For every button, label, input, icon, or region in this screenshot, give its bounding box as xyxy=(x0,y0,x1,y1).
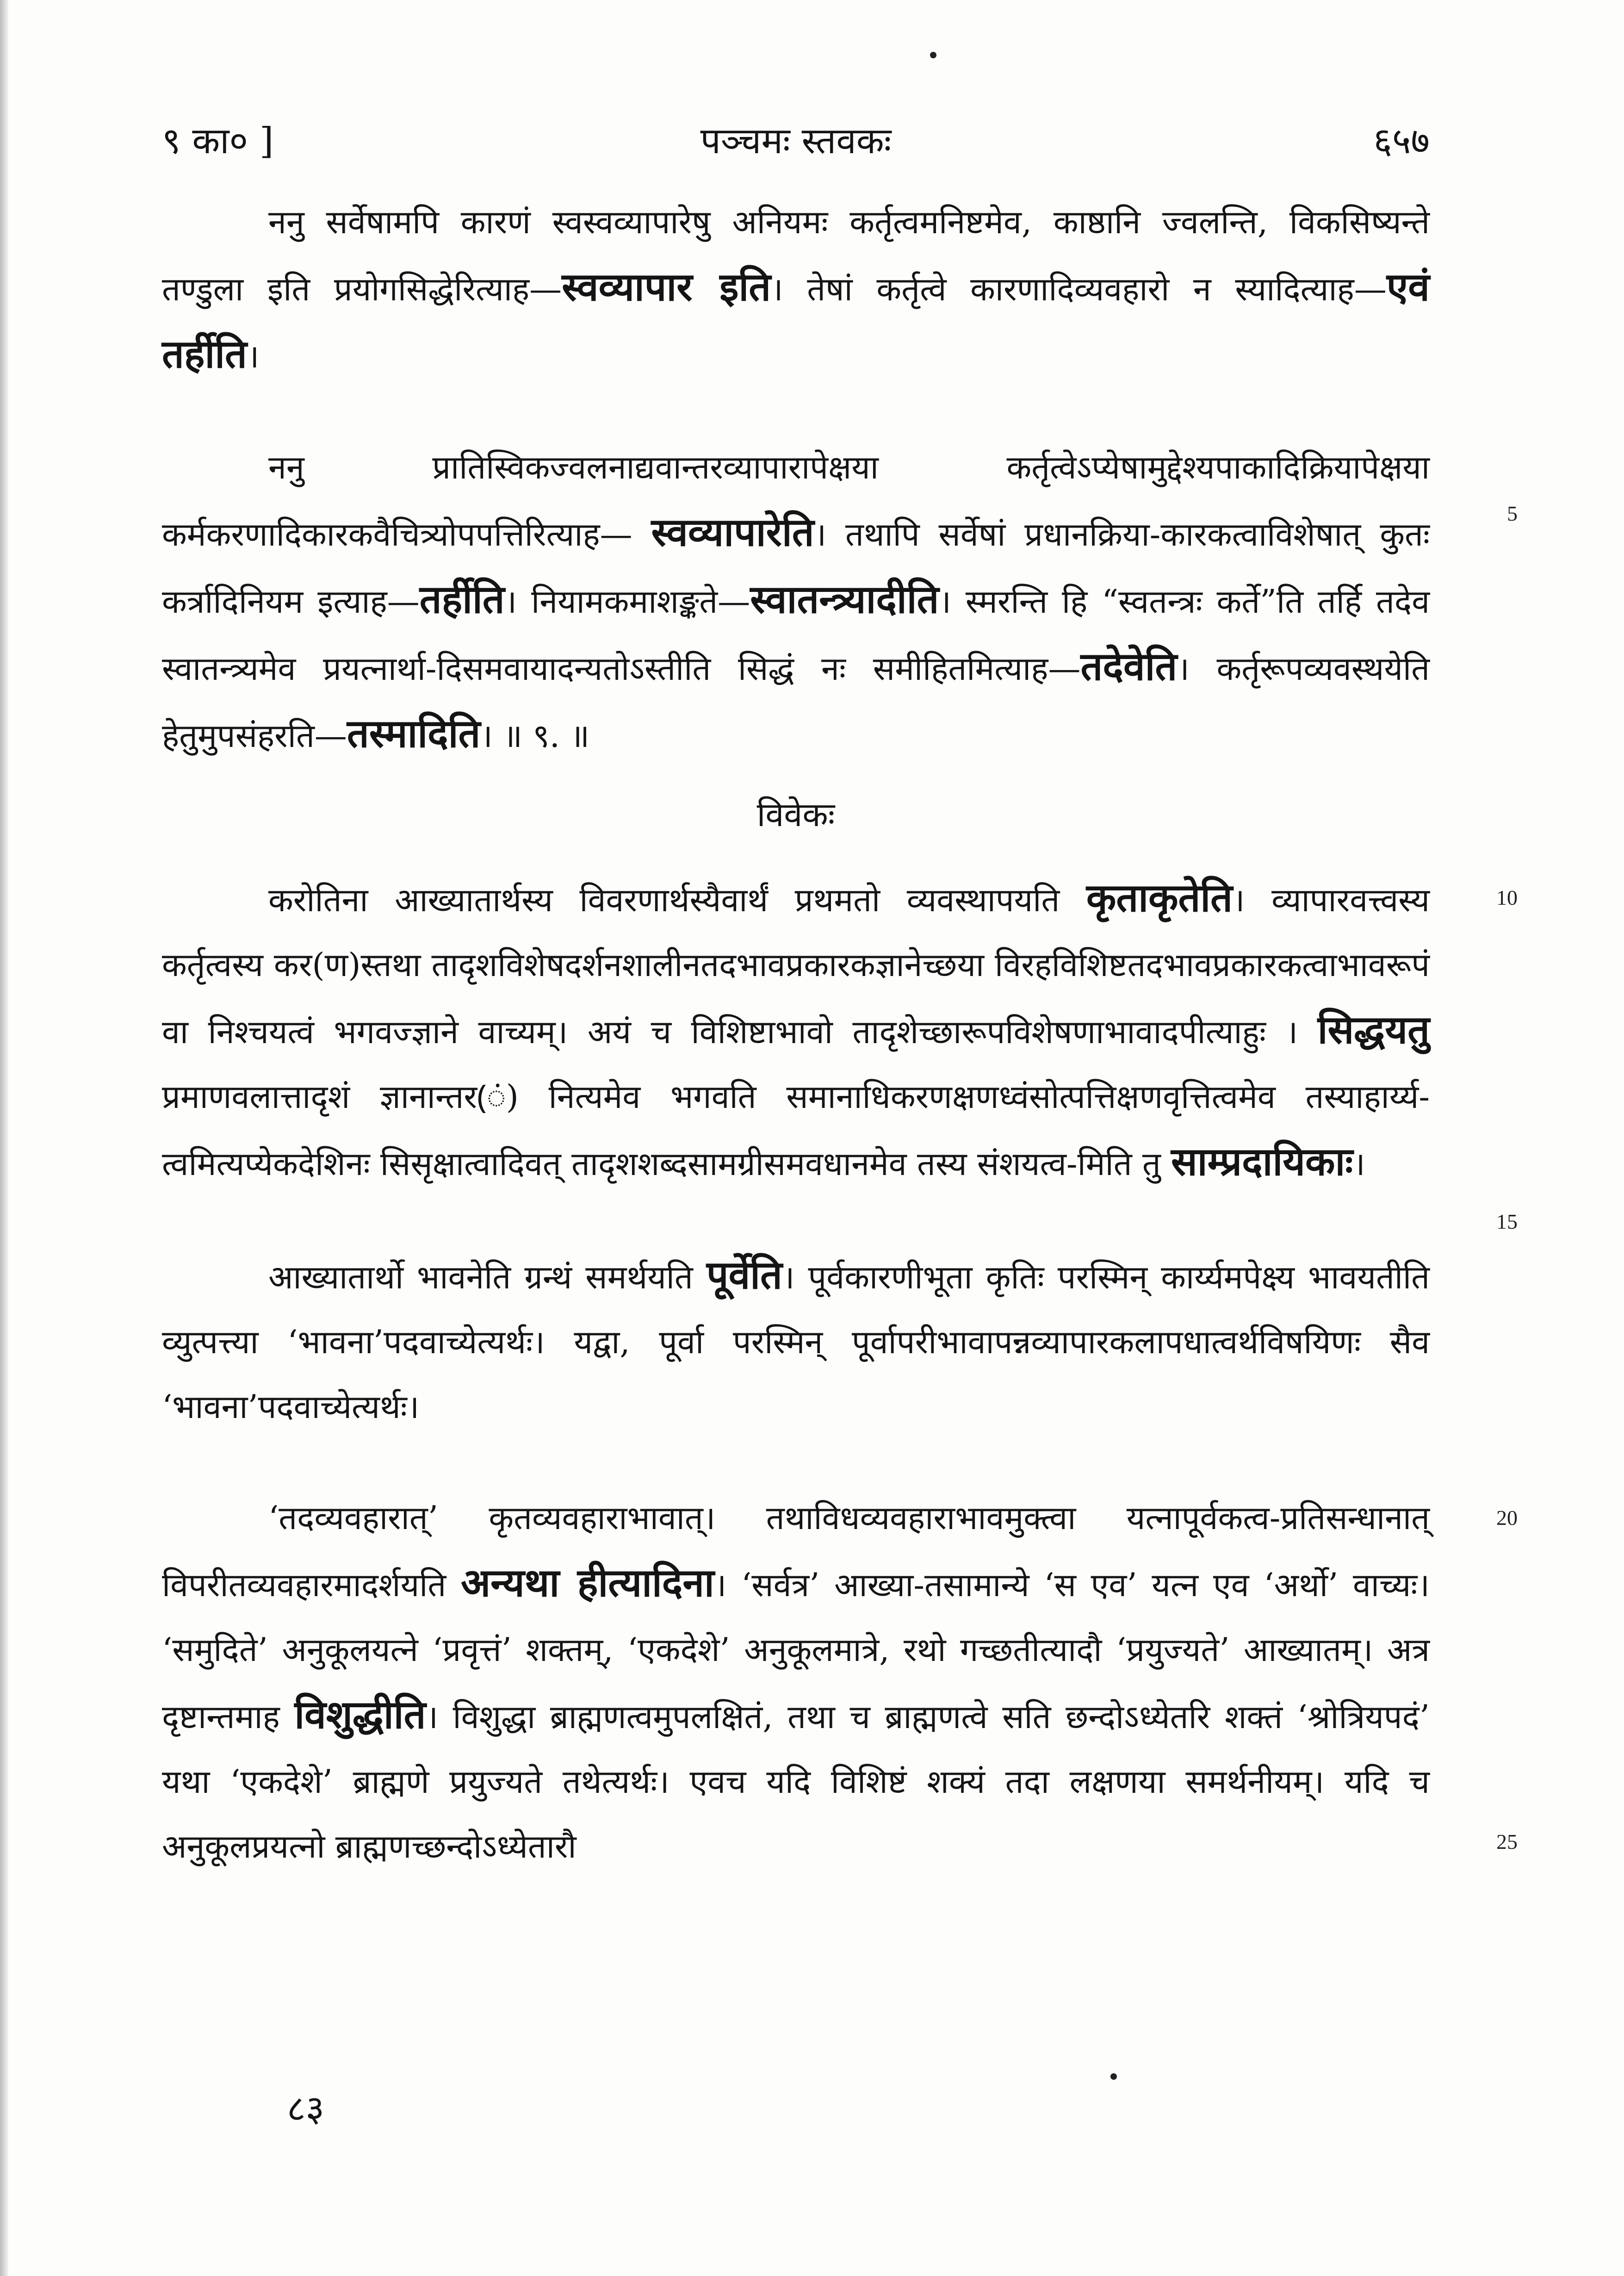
scan-left-edge xyxy=(0,0,8,2276)
text-run: करोतिना आख्यातार्थस्य विवरणार्थस्यैवार्थं प्रथमतो व्यवस्थापयति xyxy=(268,881,1086,919)
text-run: । ॥ ९. ॥ xyxy=(480,717,590,755)
paragraph-4 xyxy=(162,1243,1430,1439)
line-number: 10 xyxy=(1496,886,1518,909)
text-run: ‘तदव्यवहारात्’ कृतव्यवहाराभावात्। तथाविधव्यवहाराभावमुक्त्वा यत्नापूर्वकत्व-प्रतिसन्धानात् विपरीतव्यवहारमादर्शयति xyxy=(162,1499,1430,1604)
lemma-keyword: स्वातन्त्र्यादीति xyxy=(750,576,939,622)
paragraph-2 xyxy=(162,435,1518,768)
text-run: । विशुद्धा ब्राह्मणत्वमुपलक्षितं, तथा च ब्राह्मणत्वे सति छन्दोऽध्येतरि शक्तं ‘श्रोत्रियपदं’ यथा ‘एकदेशे’ ब्राह्मणे प्रयुज्यते तथेत्यर्थः। एवच यदि विशिष्टं शक्यं तदा लक्षणया समर्थनीयम्। यदि च अनुकूलप्रयत्नो ब्राह्मणच्छन्दोऽध्येतारौ xyxy=(162,1698,1430,1866)
page-number: ६५७ xyxy=(1373,120,1430,162)
lemma-keyword: स्वव्यापार इति xyxy=(562,264,771,310)
line-number: 20 xyxy=(1496,1506,1518,1530)
lemma-keyword: तर्हीति xyxy=(419,576,505,622)
text-run: । पूर्वकारणीभूता कृतिः परस्मिन् कार्य्यमपेक्ष्य भावयतीति व्युत्पत्त्या ‘भावना’पदवाच्येत्यर्थः। यद्वा, पूर्वा परस्मिन् पूर्वापरीभावापन्नव्यापारकलापधात्वर्थविषयिणः सैव ‘भावना’पदवाच्येत्यर्थः। xyxy=(162,1258,1430,1426)
running-header xyxy=(162,106,1430,176)
text-run: ननु सर्वेषामपि कारणं स्वस्वव्यापारेषु अनियमः कर्तृत्वमनिष्टमेव, काष्ठानि ज्वलन्ति, विकसिष्यन्ते तण्डुला इति प्रयोगसिद्धेरित्याह— xyxy=(162,203,1430,308)
folio-signature: ८३ xyxy=(287,2088,325,2130)
text-run: । ‘सर्वत्र’ आख्या-तसामान्ये ‘स एव’ यत्न एव ‘अर्थो’ वाच्यः। ‘समुदिते’ अनुकूलयत्ने ‘प्रवृत्तं’ शक्तम्, ‘एकदेशे’ अनुकूलमात्रे, रथो गच्छतीत्यादौ ‘प्रयुज्यते’ आख्यातम्। अत्र दृष्टान्तमाह xyxy=(162,1566,1430,1736)
book-page xyxy=(162,106,1518,1879)
lemma-keyword: स्वव्यापारेति xyxy=(651,509,814,555)
lemma-keyword: पूर्वेति xyxy=(706,1252,782,1298)
paragraph-3 xyxy=(162,865,1518,1233)
lemma-keyword: अन्यथा हीत्यादिना xyxy=(461,1560,714,1605)
scan-speck xyxy=(930,52,936,58)
lemma-keyword: तदेवेति xyxy=(1080,643,1178,689)
lemma-keyword: तस्मादिति xyxy=(347,710,481,756)
line-number: 15 xyxy=(1496,1210,1518,1233)
lemma-keyword: एवं तर्हीति xyxy=(162,264,1430,377)
text-run: आख्यातार्थो भावनेति ग्रन्थं समर्थयति xyxy=(268,1258,707,1296)
text-run: । नियामकमाशङ्कते— xyxy=(504,583,750,621)
header-title: पञ्चमः स्तवकः xyxy=(700,120,892,162)
section-heading: विवेकः xyxy=(756,795,835,834)
text-run: । xyxy=(247,337,260,375)
text-run: । तथापि सर्वेषां प्रधानक्रिया-कारकत्वाविशेषात् कुतः कर्त्रादिनियम इत्याह— xyxy=(162,516,1430,621)
text-run: प्रमाणवलात्तादृशं ज्ञानान्तर(ं) नित्यमेव भगवति समानाधिकरणक्षणध्वंसोत्पत्तिक्षणवृत्तित्वमेव तस्याहार्य्य-त्वमित्यप्येकदेशिनः सिसृक्षात्वादिवत् तादृशशब्दसामग्रीसमवधानमेव तस्य संशयत्व-मिति तु xyxy=(162,1078,1430,1183)
line-number: 25 xyxy=(1496,1830,1518,1853)
lemma-keyword: साम्प्रदायिकाः xyxy=(1171,1138,1353,1184)
scan-speck xyxy=(1110,2073,1117,2080)
text-run: । कर्तृरूपव्यवस्थयेति हेतुमुपसंहरति— xyxy=(162,650,1430,755)
text-run: । स्मरन्ति हि “स्वतन्त्रः कर्ते”ति तर्हि तदेव स्वातन्त्र्यमेव प्रयत्नार्था-दिसमवायादन्यतोऽस्तीति सिद्धं नः समीहितमित्याह— xyxy=(162,583,1430,688)
paragraph-5 xyxy=(162,1486,1518,1879)
header-left: ९ का० ] xyxy=(162,120,274,162)
text-run: । तेषां कर्तृत्वे कारणादिव्यवहारो न स्यादित्याह— xyxy=(771,270,1387,308)
lemma-keyword: सिद्धयतु xyxy=(1317,1007,1430,1052)
text-run: ननु प्रातिस्विकज्वलनाद्यवान्तरव्यापारापेक्षया कर्तृत्वेऽप्येषामुद्देश्यपाकादिक्रियापेक्षया कर्मकरणादिकारकवैचित्र्योपपत्तिरित्याह— xyxy=(162,448,1430,553)
line-number: 5 xyxy=(1507,502,1518,525)
text-run: । xyxy=(1353,1145,1365,1183)
text-run: । व्यापारवत्त्वस्य कर्तृत्वस्य कर(ण)स्तथा तादृशविशेषदर्शनशालीनतदभावप्रकारकज्ञानेच्छया विरहविशिष्टतदभावप्रकारकत्वाभावरूपं वा निश्चयत्वं भगवज्ज्ञाने वाच्यम्। अयं च विशिष्टाभावो तादृशेच्छारूपविशेषणाभावादपीत्याहुः । xyxy=(162,881,1430,1051)
lemma-keyword: विशुद्धीति xyxy=(294,1691,426,1737)
lemma-keyword: कृताकृतेति xyxy=(1086,875,1233,920)
paragraph-1 xyxy=(162,190,1430,389)
